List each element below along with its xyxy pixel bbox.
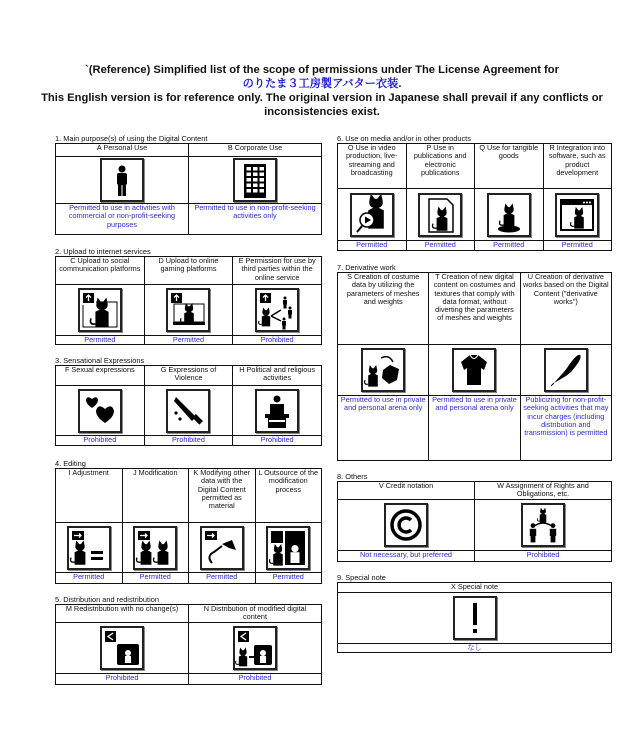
table-row	[56, 336, 322, 345]
item-status: Permitted	[543, 241, 612, 251]
doc-title-line1: `(Reference) Simplified list of the scope of permissions under The License Agreement for	[85, 64, 559, 76]
item-label: T Creation of new digital content on costumes and textures that comply with data format, without diverting the parameters of meshes and weights	[429, 273, 520, 345]
table-row	[56, 157, 322, 204]
item-icon-cell	[543, 189, 612, 241]
item-status: Permitted to use in private and personal arena only	[338, 396, 429, 461]
video-icon	[350, 193, 394, 237]
section-title: 8. Others	[337, 472, 368, 481]
doc-title-line2	[0, 77, 644, 91]
item-label: E Permission for use by third parties within the online service	[233, 257, 322, 285]
item-label: L Outsource of the modification process	[255, 469, 322, 523]
item-status: Permitted	[475, 241, 544, 251]
item-label: D Upload to online gaming platforms	[144, 257, 233, 285]
section-title: 9. Special note	[337, 573, 386, 582]
item-label: W Assignment of Rights and Obligations, etc.	[475, 482, 612, 500]
modify-icon	[133, 526, 177, 570]
item-label: K Modifying other data with the Digital Content permitted as material	[189, 469, 256, 523]
hearts-icon	[78, 389, 122, 433]
upload-game-icon	[166, 288, 210, 332]
table-row	[338, 482, 612, 500]
item-status: Permitted to use in private and personal arena only	[429, 396, 520, 461]
item-icon-cell	[255, 523, 322, 573]
table-row	[338, 593, 612, 644]
item-icon-cell	[56, 523, 123, 573]
costume-transfer-icon	[361, 348, 405, 392]
item-icon-cell	[233, 285, 322, 336]
item-icon-cell	[233, 386, 322, 436]
table-row	[338, 551, 612, 562]
item-status: Permitted	[144, 336, 233, 345]
table-row	[338, 144, 612, 189]
item-icon-cell	[56, 386, 145, 436]
table-row	[56, 436, 322, 446]
figure-icon	[487, 193, 531, 237]
section-8	[337, 473, 612, 562]
permission-table	[55, 143, 322, 235]
item-label: J Modification	[122, 469, 189, 523]
permission-table	[55, 604, 322, 685]
table-row	[338, 273, 612, 345]
item-label: G Expressions of Violence	[144, 366, 233, 386]
section-title: 6. Use on media and/or in other products	[337, 134, 471, 143]
item-status: Prohibited	[189, 674, 322, 685]
item-status: Permitted	[56, 573, 123, 584]
publication-icon	[418, 193, 462, 237]
upload-avatar-icon	[78, 288, 122, 332]
item-icon-cell	[56, 157, 189, 204]
table-row	[338, 644, 612, 653]
costume-icon	[452, 348, 496, 392]
item-label: C Upload to social communication platforms	[56, 257, 145, 285]
item-status: Prohibited	[475, 551, 612, 562]
section-title: 7. Derivative work	[337, 263, 396, 272]
permission-table	[337, 582, 612, 653]
item-icon-cell	[338, 593, 612, 644]
section-7	[337, 264, 612, 461]
adjust-icon	[67, 526, 111, 570]
item-icon-cell	[56, 623, 189, 674]
item-status: Not necessary, but preferred	[338, 551, 475, 562]
material-icon	[200, 526, 244, 570]
table-row	[56, 386, 322, 436]
knife-icon	[166, 389, 210, 433]
software-icon	[555, 193, 599, 237]
item-label: B Corporate Use	[189, 144, 322, 157]
table-row	[338, 583, 612, 593]
permission-table	[55, 256, 322, 345]
table-row	[56, 469, 322, 523]
assignment-icon	[521, 503, 565, 547]
item-label: R Integration into software, such as product development	[543, 144, 612, 189]
pen-icon	[544, 348, 588, 392]
item-icon-cell	[429, 345, 520, 396]
permission-table	[337, 143, 612, 251]
section-title: 1. Main purpose(s) of using the Digital Content	[55, 134, 208, 143]
section-title: 3. Sensational Expressions	[55, 356, 145, 365]
item-icon-cell	[475, 189, 544, 241]
table-row	[56, 573, 322, 584]
item-status: Prohibited	[233, 336, 322, 345]
item-status: Permitted to use in non-profit-seeking activities only	[189, 204, 322, 235]
item-status: Permitted	[189, 573, 256, 584]
item-label: A Personal Use	[56, 144, 189, 157]
table-row	[56, 144, 322, 157]
person-icon	[100, 158, 144, 202]
distribute-modified-icon	[233, 626, 277, 670]
item-label: F Sexual expressions	[56, 366, 145, 386]
item-icon-cell	[56, 285, 145, 336]
table-row	[56, 605, 322, 623]
outsource-icon	[266, 526, 310, 570]
section-title: 5. Distribution and redistribution	[55, 595, 159, 604]
section-5	[55, 596, 322, 685]
table-row	[338, 500, 612, 551]
item-status: Prohibited	[56, 674, 189, 685]
section-1	[55, 135, 322, 235]
section-title: 2. Upload to internet services	[55, 247, 151, 256]
item-icon-cell	[189, 157, 322, 204]
item-label: O Use in video production, live-streaming and broadcasting	[338, 144, 407, 189]
item-icon-cell	[189, 623, 322, 674]
item-icon-cell	[144, 285, 233, 336]
section-3	[55, 357, 322, 446]
item-label: Q Use for tangible goods	[475, 144, 544, 189]
item-status: Publicizing for non-profit-seeking activities that may incur charges (including distribution and transmission) is permitted	[520, 396, 611, 461]
permission-table	[55, 468, 322, 584]
table-row	[338, 189, 612, 241]
section-2	[55, 248, 322, 345]
item-icon-cell	[144, 386, 233, 436]
item-status: Prohibited	[56, 436, 145, 446]
item-icon-cell	[122, 523, 189, 573]
table-row	[56, 366, 322, 386]
building-icon	[233, 158, 277, 202]
title-period: .	[398, 78, 402, 90]
item-status: Prohibited	[144, 436, 233, 446]
item-status: Permitted	[406, 241, 475, 251]
doc-disclaimer-line2: inconsistencies exist.	[264, 106, 380, 118]
redistribute-icon	[100, 626, 144, 670]
item-label: P Use in publications and electronic publications	[406, 144, 475, 189]
section-4	[55, 460, 322, 584]
item-status: Permitted	[255, 573, 322, 584]
table-row	[56, 257, 322, 285]
item-label: M Redistribution with no change(s)	[56, 605, 189, 623]
table-row	[56, 204, 322, 235]
item-label: X Special note	[338, 583, 612, 593]
item-label: S Creation of costume data by utilizing the parameters of meshes and weights	[338, 273, 429, 345]
item-status: Permitted	[56, 336, 145, 345]
table-row	[338, 396, 612, 461]
share-third-party-icon	[255, 288, 299, 332]
item-icon-cell	[338, 500, 475, 551]
table-row	[56, 674, 322, 685]
item-icon-cell	[338, 345, 429, 396]
podium-icon	[255, 389, 299, 433]
item-icon-cell	[406, 189, 475, 241]
item-label: V Credit notation	[338, 482, 475, 500]
section-9	[337, 574, 612, 653]
item-status: Prohibited	[233, 436, 322, 446]
table-row	[338, 241, 612, 251]
item-icon-cell	[475, 500, 612, 551]
item-icon-cell	[520, 345, 611, 396]
item-label: H Political and religious activities	[233, 366, 322, 386]
exclamation-icon	[453, 596, 497, 640]
table-row	[56, 523, 322, 573]
item-label: N Distribution of modified digital content	[189, 605, 322, 623]
table-row	[56, 623, 322, 674]
table-row	[338, 345, 612, 396]
copyright-icon	[384, 503, 428, 547]
item-label: I Adjustment	[56, 469, 123, 523]
item-status: Permitted	[122, 573, 189, 584]
item-icon-cell	[338, 189, 407, 241]
section-6	[337, 135, 612, 251]
item-status: Permitted	[338, 241, 407, 251]
item-icon-cell	[189, 523, 256, 573]
permission-table	[337, 272, 612, 461]
section-title: 4. Editing	[55, 459, 86, 468]
item-status: なし	[338, 644, 612, 653]
permission-table	[337, 481, 612, 562]
table-row	[56, 285, 322, 336]
item-status: Permitted to use in activities with commercial or non-profit-seeking purposes	[56, 204, 189, 235]
permission-table	[55, 365, 322, 446]
doc-disclaimer-line1: This English version is for reference only. The original version in Japanese shall prevail if any conflicts or	[41, 92, 603, 104]
item-label: U Creation of derivative works based on the Digital Content ("derivative works")	[520, 273, 611, 345]
product-name-jp: のりたま３工房製アバター衣装	[242, 78, 399, 90]
